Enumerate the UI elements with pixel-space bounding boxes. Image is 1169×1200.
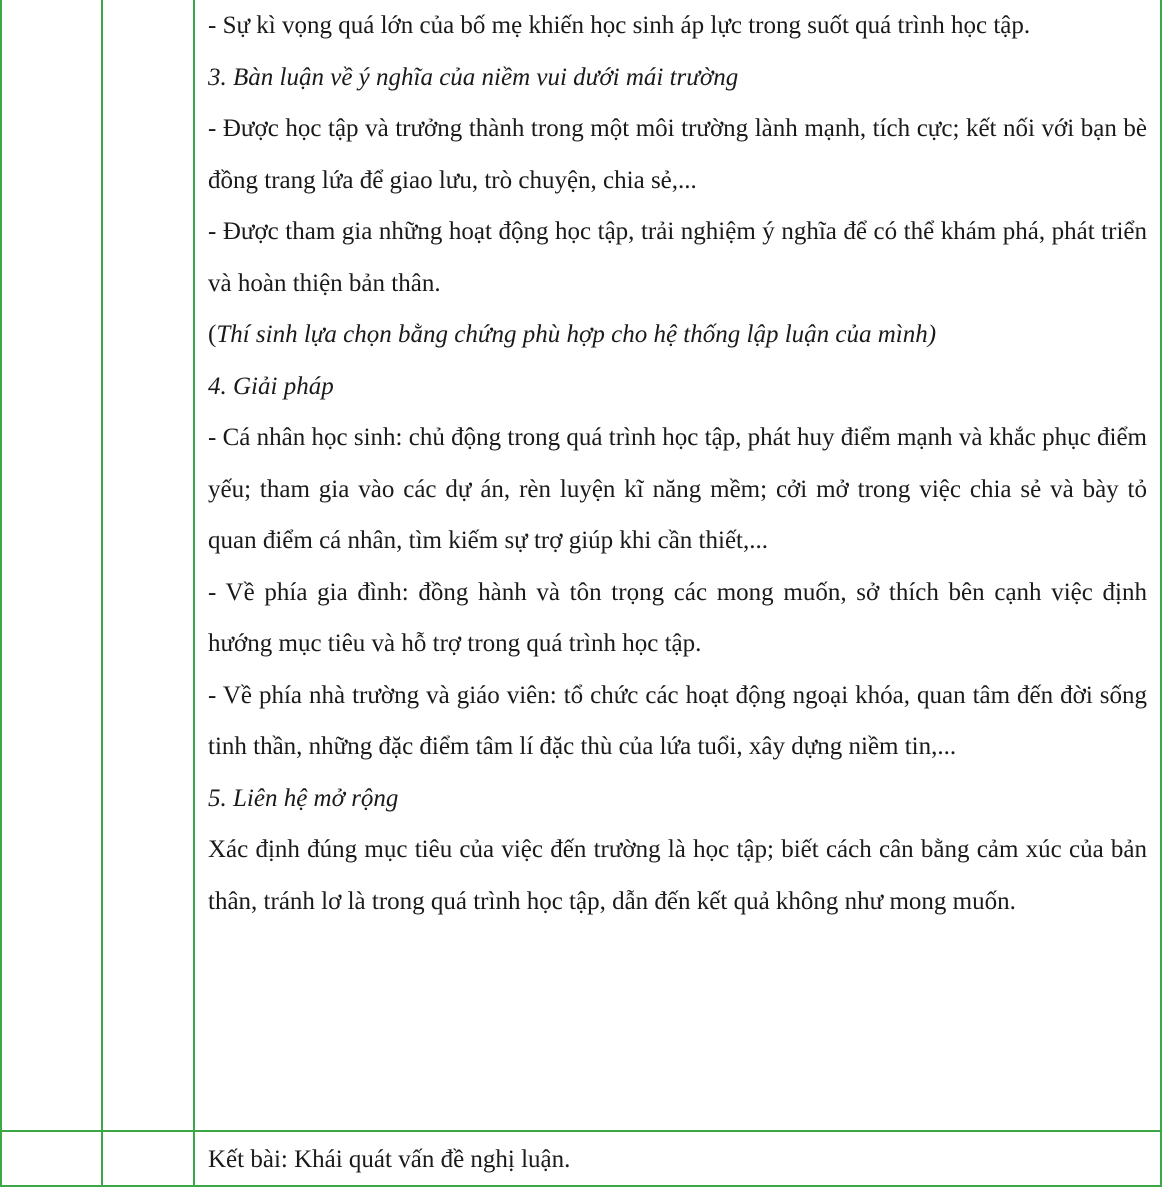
paragraph-family-solution: - Về phía gia đình: đồng hành và tôn trọng các mong muốn, sở thích bên cạnh việc định hướng mục tiêu và hỗ trợ trong quá trình học tập.	[208, 578, 1147, 657]
empty-cell-col-b	[102, 0, 194, 1131]
heading-section-4: 4. Giải pháp	[208, 372, 334, 400]
note-open-paren: (	[208, 321, 217, 348]
footer-content-cell	[194, 1131, 1161, 1186]
table-row-body	[1, 0, 1161, 1131]
empty-cell-col-b-footer	[102, 1131, 194, 1186]
paragraph-activities: - Được tham gia những hoạt động học tập, trải nghiệm ý nghĩa để có thể khám phá, phát triển và hoàn thiện bản thân.	[208, 218, 1147, 297]
empty-cell-col-a-footer	[1, 1131, 102, 1186]
content-cell	[194, 0, 1161, 1131]
heading-section-3: 3. Bàn luận về ý nghĩa của niềm vui dưới mái trường	[208, 63, 739, 91]
conclusion-text: Kết bài: Khái quát vấn đề nghị luận.	[208, 1146, 571, 1173]
paragraph-candidate-note	[208, 309, 1147, 361]
empty-cell-col-a	[1, 0, 102, 1131]
paragraph-healthy-environment: - Được học tập và trưởng thành trong một môi trường lành mạnh, tích cực; kết nối với bạn bè đồng trang lứa để giao lưu, trò chuyện, chia sẻ,...	[208, 115, 1147, 194]
paragraph-parent-expectation: - Sự kì vọng quá lớn của bố mẹ khiến học sinh áp lực trong suốt quá trình học tập.	[208, 12, 1031, 39]
content-text-block	[195, 0, 1160, 927]
paragraph-extension: Xác định đúng mục tiêu của việc đến trường là học tập; biết cách cân bằng cảm xúc của bản thân, tránh lơ là trong quá trình học tập, dẫn đến kết quả không như mong muốn.	[208, 836, 1147, 915]
table-row-footer	[1, 1131, 1161, 1186]
note-italic-text: Thí sinh lựa chọn bằng chứng phù hợp cho hệ thống lập luận của mình)	[216, 321, 937, 348]
paragraph-school-solution: - Về phía nhà trường và giáo viên: tổ chức các hoạt động ngoại khóa, quan tâm đến đời sống tinh thần, những đặc điểm tâm lí đặc thù của lứa tuổi, xây dựng niềm tin,...	[208, 681, 1147, 760]
paragraph-student-solution: - Cá nhân học sinh: chủ động trong quá trình học tập, phát huy điểm mạnh và khắc phục điểm yếu; tham gia vào các dự án, rèn luyện kĩ năng mềm; cởi mở trong việc chia sẻ và bày tỏ quan điểm cá nhân, tìm kiếm sự trợ giúp khi cần thiết,...	[208, 424, 1147, 554]
heading-section-5: 5. Liên hệ mở rộng	[208, 784, 399, 812]
